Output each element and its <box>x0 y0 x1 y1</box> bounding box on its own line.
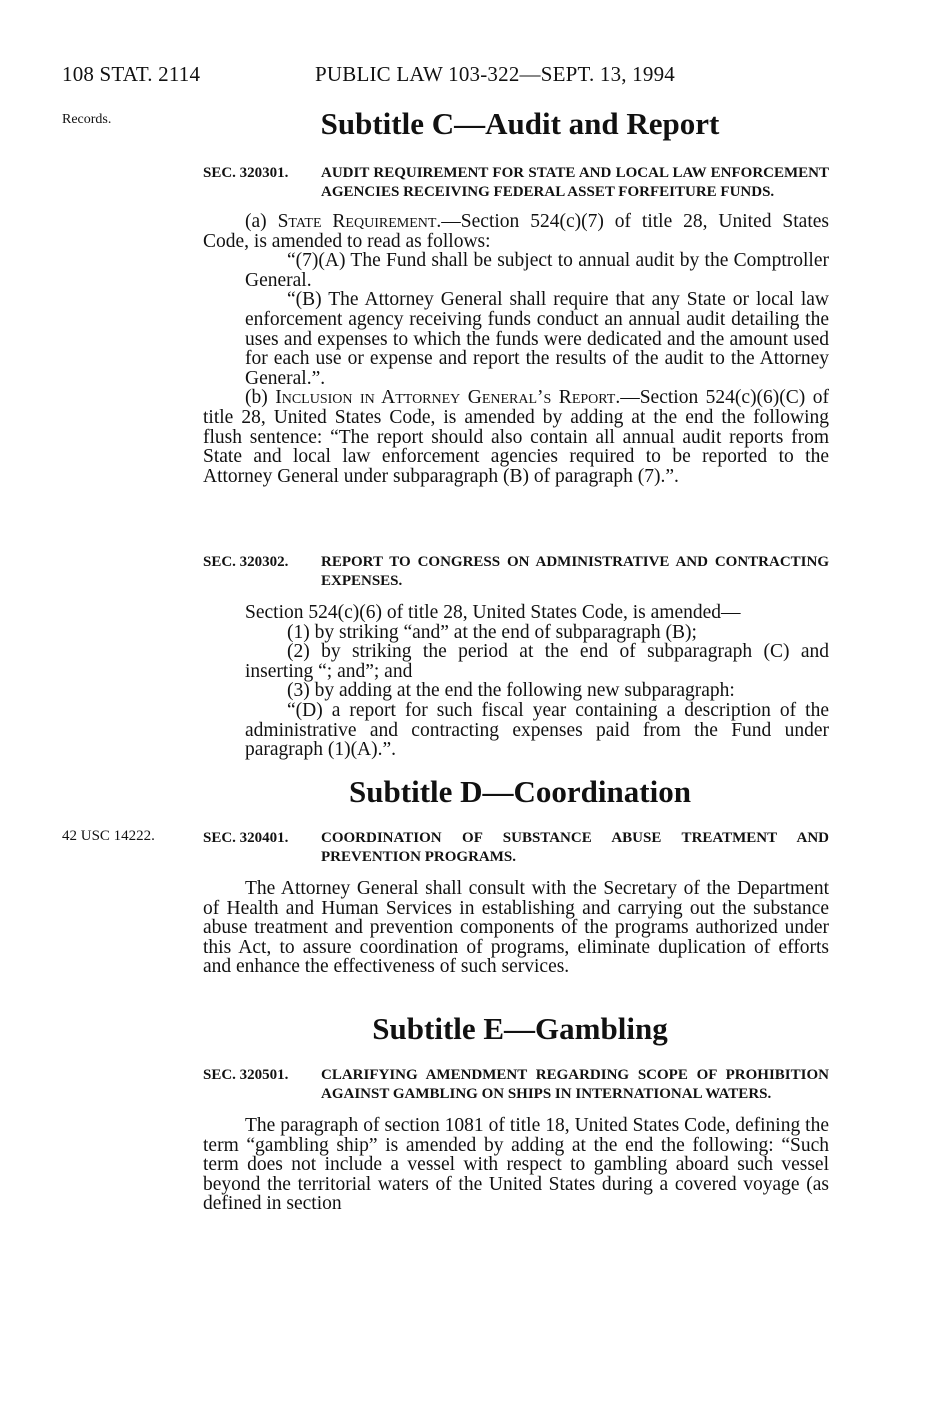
quoted-paragraph-7b: “(B) The Attorney General shall require that any State or local law enforcement agency receiving funds conduct an annual audit detailing the uses and expenses to which the funds were dedicated and the amount used for each use or expense and report the results of the audit to the Attorney General.”. <box>245 289 829 389</box>
amendment-item-1: (1) by striking “and” at the end of subparagraph (B); <box>287 621 697 643</box>
subtitle-e-heading: Subtitle E—Gambling <box>372 1011 668 1046</box>
section-320501 <box>203 1066 829 1214</box>
margin-note-usc-citation: 42 USC 14222. <box>62 828 155 844</box>
section-320401-text: The Attorney General shall consult with the Secretary of the Department of Health and Human Services in establishing and carrying out the substance abuse treatment and prevention components of the programs authorized under this Act, to assure coordination of programs, eliminate duplication of efforts and enhance the effectiveness of such services. <box>203 878 829 978</box>
section-heading <box>203 164 829 202</box>
section-number: SEC. 320301. <box>203 165 289 181</box>
section-title: REPORT TO CONGRESS ON ADMINISTRATIVE AND CONTRACTING EXPENSES. <box>321 554 829 589</box>
amendment-item-3-quote: “(D) a report for such fiscal year containing a description of the administrative and contracting expenses paid from the Fund under paragraph (1)(A).”. <box>245 699 829 761</box>
section-320501-text: The paragraph of section 1081 of title 18, United States Code, defining the term “gambling ship” is amended by adding at the end the following: “Such term does not include a vessel with respect to gambling aboard such vessel beyond the territorial waters of the United States during a covered voyage (as defined in section <box>203 1115 829 1215</box>
section-number: SEC. 320501. <box>203 1067 289 1083</box>
law-reference: PUBLIC LAW 103-322—SEPT. 13, 1994 <box>315 62 675 86</box>
section-320302 <box>203 553 829 760</box>
section-title: CLARIFYING AMENDMENT REGARDING SCOPE OF PROHIBITION AGAINST GAMBLING ON SHIPS IN INTERNATIONAL WATERS. <box>321 1067 829 1102</box>
subsection-a-heading: State Requirement. <box>277 211 442 232</box>
subtitle-d-heading: Subtitle D—Coordination <box>349 774 691 809</box>
amendment-item-3: (3) by adding at the end the following new subparagraph: <box>287 680 735 702</box>
subsection-b-heading: Inclusion in Attorney General’s Report. <box>275 387 621 409</box>
section-title: COORDINATION OF SUBSTANCE ABUSE TREATMENT AND PREVENTION PROGRAMS. <box>321 830 829 865</box>
page-reference: 108 STAT. 2114 <box>62 62 201 86</box>
section-heading <box>203 553 829 591</box>
section-number: SEC. 320401. <box>203 830 289 846</box>
amendment-item-2: (2) by striking the period at the end of subparagraph (C) and inserting “; and”; and <box>245 641 829 682</box>
margin-note-records: Records. <box>62 112 112 127</box>
subtitle-c-heading: Subtitle C—Audit and Report <box>320 106 720 141</box>
subsection-a-text: —Section 524(c)(7) of title 28, United States Code, is amended to read as follows: <box>203 211 829 252</box>
section-heading <box>203 829 829 867</box>
subsection-a-label: (a) <box>245 211 278 232</box>
section-title: AUDIT REQUIREMENT FOR STATE AND LOCAL LAW ENFORCEMENT AGENCIES RECEIVING FEDERAL ASSET FORFEITURE FUNDS. <box>321 165 829 200</box>
subsection-b-label: (b) <box>245 387 276 409</box>
section-320401 <box>203 829 829 977</box>
subsection-b-text: —Section 524(c)(6)(C) of title 28, United States Code, is amended by adding at the end the following flush sentence: “The report should also contain all annual audit reports from State and local law enforcement agencies required to be reported to the Attorney General under subparagraph (B) of paragraph (7).”. <box>203 387 830 487</box>
section-320301 <box>203 164 829 486</box>
subsection-b <box>203 388 829 486</box>
subsection-a <box>203 212 829 251</box>
section-heading <box>203 1066 829 1104</box>
section-320302-intro: Section 524(c)(6) of title 28, United States Code, is amended— <box>245 602 741 623</box>
quoted-paragraph-7a: “(7)(A) The Fund shall be subject to annual audit by the Comptroller General. <box>245 250 829 291</box>
section-number: SEC. 320302. <box>203 554 289 570</box>
